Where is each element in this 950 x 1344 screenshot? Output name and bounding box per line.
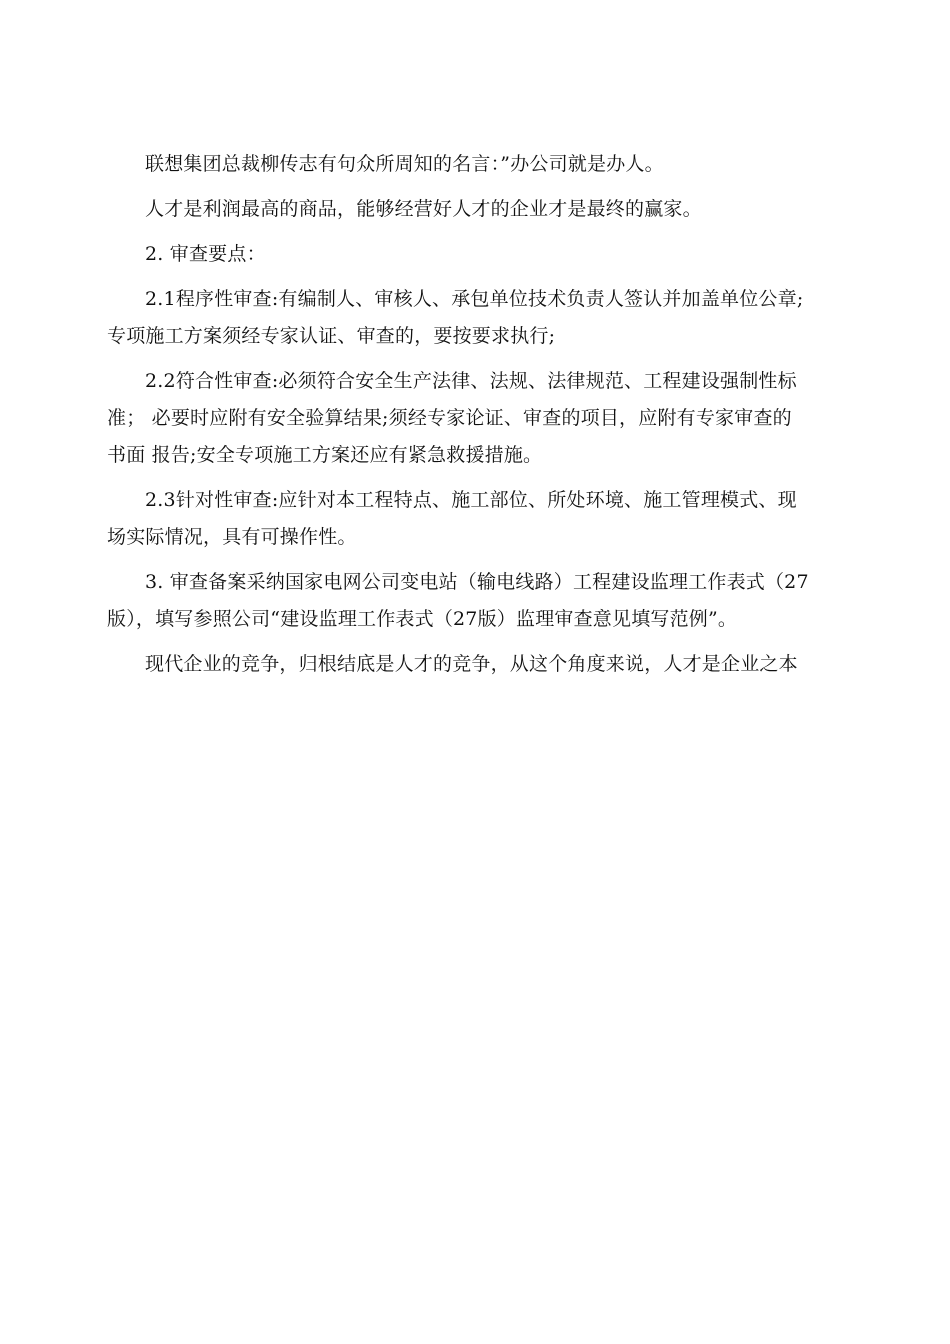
document-body <box>107 146 852 691</box>
paragraph-line: 专项施工方案须经专家认证、审查的，要按要求执行; <box>107 325 556 347</box>
paragraph-line: 版），填写参照公司“建设监理工作表式（27版）监理审查意见填写范例”。 <box>107 608 738 630</box>
paragraph-line: 现代企业的竞争，归根结底是人才的竞争，从这个角度来说，人才是企业之本 <box>145 653 798 675</box>
paragraph-line: 场实际情况，具有可操作性。 <box>107 526 357 548</box>
paragraph-line: 2.1程序性审查:有编制人、审核人、承包单位技术负责人签认并加盖单位公章; <box>145 288 804 310</box>
paragraph-procedural-review <box>107 281 852 355</box>
paragraph-line: 准； 必要时应附有安全验算结果;须经专家论证、审查的项目，应附有专家审查的 <box>107 407 792 429</box>
paragraph-line: 人才是利润最高的商品，能够经营好人才的企业才是最终的赢家。 <box>145 198 702 220</box>
paragraph-targeted-review <box>107 482 852 556</box>
paragraph-filing-form <box>107 564 852 638</box>
paragraph-line: 联想集团总裁柳传志有句众所周知的名言：”办公司就是办人。 <box>145 153 664 175</box>
paragraph-modern-competition <box>107 646 852 683</box>
paragraph-review-points-heading <box>107 236 852 273</box>
paragraph-line: 3. 审查备案采纳国家电网公司变电站（输电线路）工程建设监理工作表式（27 <box>145 571 809 593</box>
paragraph-line: 2.3针对性审查:应针对本工程特点、施工部位、所处环境、施工管理模式、现 <box>145 489 797 511</box>
paragraph-line: 2. 审查要点： <box>145 243 266 265</box>
paragraph-line: 书面 报告;安全专项施工方案还应有紧急救援措施。 <box>107 444 543 466</box>
paragraph-quote <box>107 146 852 183</box>
paragraph-talent-value <box>107 191 852 228</box>
paragraph-compliance-review <box>107 363 852 474</box>
paragraph-line: 2.2符合性审查:必须符合安全生产法律、法规、法律规范、工程建设强制性标 <box>145 370 797 392</box>
